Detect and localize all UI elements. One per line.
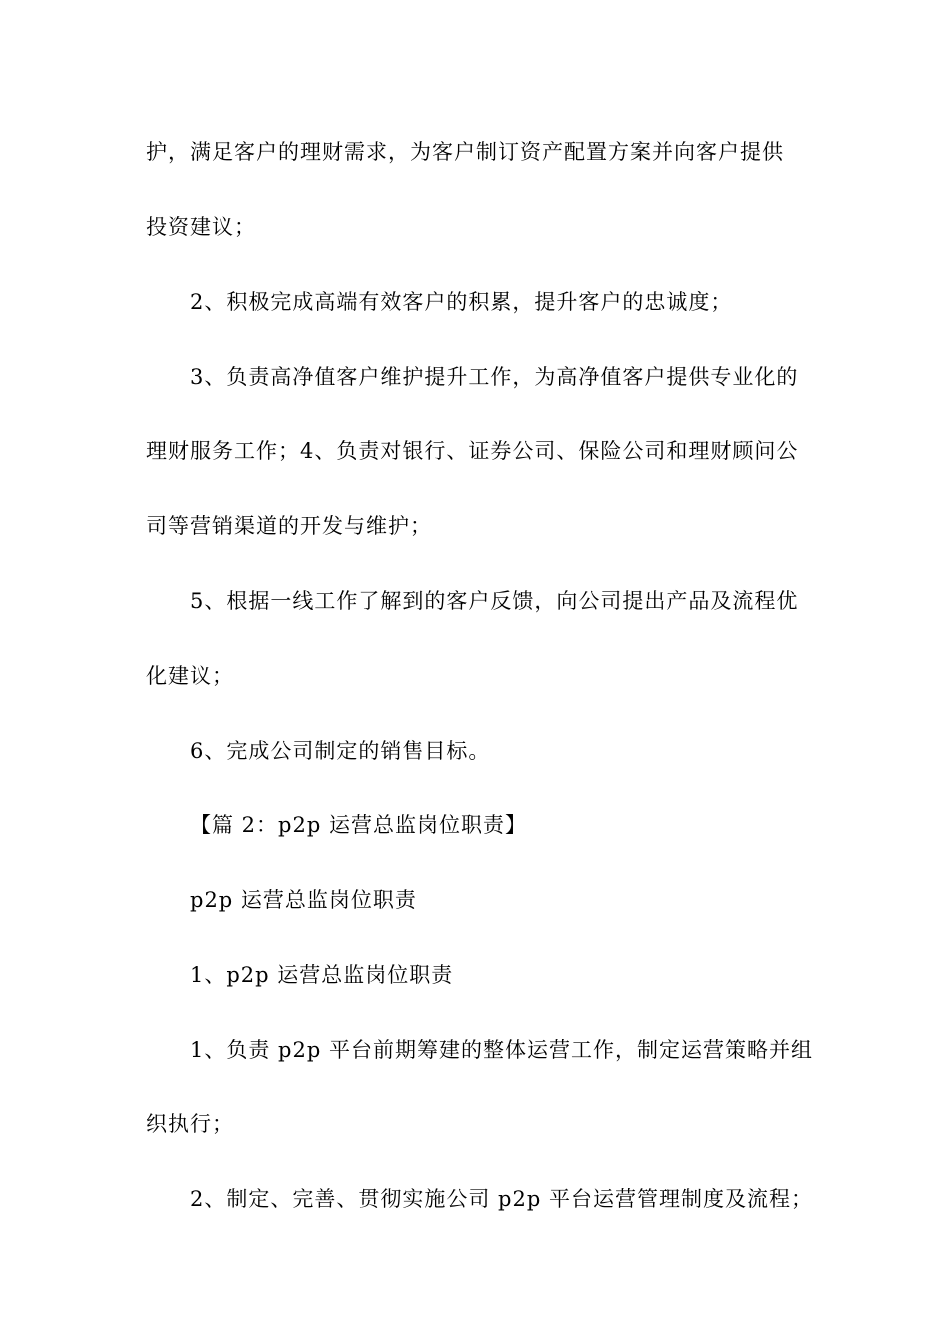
section-heading: 【篇 2：p2p 运营总监岗位职责】 [190, 813, 527, 837]
paragraph-line: 投资建议； [146, 215, 256, 239]
paragraph-line: 织执行； [146, 1112, 234, 1136]
paragraph-line: 司等营销渠道的开发与维护； [146, 514, 432, 538]
subsection-title: 1、p2p 运营总监岗位职责 [190, 963, 454, 987]
list-item-3: 3、负责高净值客户维护提升工作，为高净值客户提供专业化的 [190, 365, 799, 389]
list-item-2: 2、积极完成高端有效客户的积累，提升客户的忠诚度； [190, 290, 733, 314]
paragraph-line: 护，满足客户的理财需求，为客户制订资产配置方案并向客户提供 [146, 140, 784, 164]
section-title: p2p 运营总监岗位职责 [190, 888, 417, 912]
paragraph-line: 理财服务工作；4、负责对银行、证券公司、保险公司和理财顾问公 [146, 439, 799, 463]
paragraph-line: 化建议； [146, 664, 234, 688]
list-item-1: 1、负责 p2p 平台前期筹建的整体运营工作，制定运营策略并组 [190, 1038, 813, 1062]
list-item-6: 6、完成公司制定的销售目标。 [190, 739, 491, 763]
list-item-5: 5、根据一线工作了解到的客户反馈，向公司提出产品及流程优 [190, 589, 799, 613]
list-item-2: 2、制定、完善、贯彻实施公司 p2p 平台运营管理制度及流程； [190, 1187, 813, 1211]
